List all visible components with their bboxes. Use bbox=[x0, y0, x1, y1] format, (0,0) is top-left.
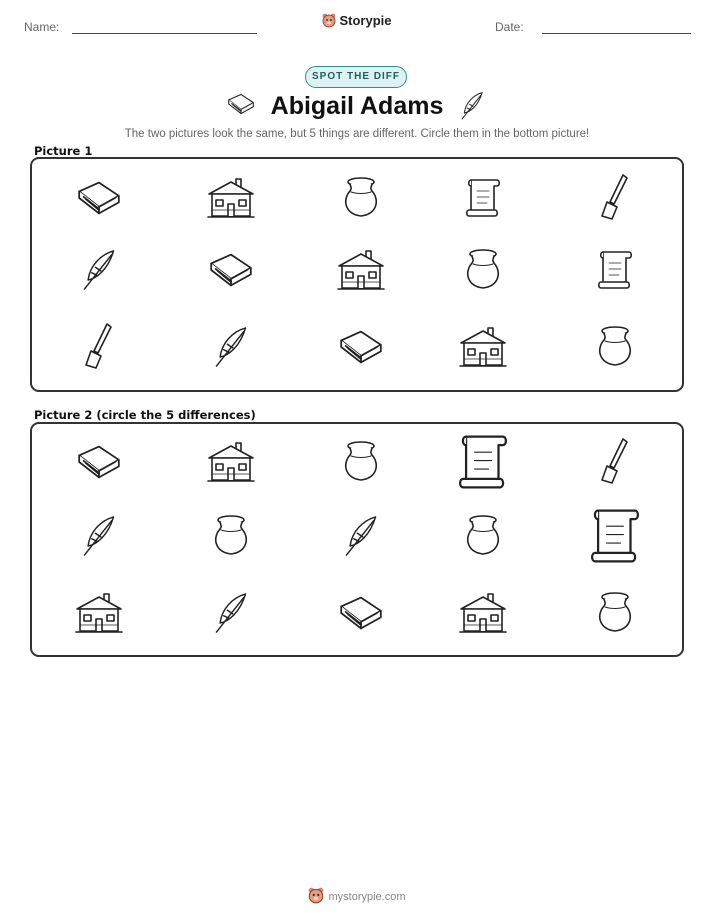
picture1-scroll-icon bbox=[595, 248, 635, 292]
picture1-scroll-icon bbox=[463, 176, 503, 220]
picture2-house-icon[interactable] bbox=[458, 591, 508, 635]
picture1-pot-icon bbox=[463, 248, 503, 292]
brand-name: Storypie bbox=[339, 13, 392, 28]
picture1-quill-icon bbox=[211, 323, 251, 371]
picture1-pot-icon bbox=[595, 325, 635, 369]
name-label: Name: bbox=[24, 20, 60, 34]
activity-badge: SPOT THE DIFF bbox=[305, 66, 407, 88]
picture1-book-icon bbox=[336, 325, 386, 369]
footer-url: mystorypie.com bbox=[328, 891, 406, 903]
picture2-label: Picture 2 (circle the 5 differences) bbox=[34, 408, 256, 422]
instructions: The two pictures look the same, but 5 things are different. Circle them in the bottom picture! bbox=[124, 128, 590, 140]
picture1-quill-icon bbox=[79, 246, 119, 294]
picture2-scroll-large-icon[interactable] bbox=[454, 431, 512, 493]
footer bbox=[0, 887, 714, 904]
picture2-house-icon[interactable] bbox=[206, 440, 256, 484]
picture1-shovel-icon bbox=[598, 172, 632, 224]
date-line[interactable] bbox=[542, 33, 691, 34]
bear-icon bbox=[322, 13, 336, 28]
date-label: Date: bbox=[495, 20, 524, 34]
quill-icon bbox=[458, 90, 486, 122]
page-title: Abigail Adams bbox=[270, 92, 444, 120]
picture1-house-icon bbox=[458, 325, 508, 369]
picture2-book-icon[interactable] bbox=[74, 440, 124, 484]
picture1-house-icon bbox=[206, 176, 256, 220]
picture2-shovel-icon[interactable] bbox=[598, 436, 632, 488]
brand-logo bbox=[0, 13, 714, 28]
picture2-pot-icon[interactable] bbox=[595, 591, 635, 635]
picture1-book-icon bbox=[206, 248, 256, 292]
picture2-quill-icon[interactable] bbox=[79, 512, 119, 560]
picture2-quill-icon[interactable] bbox=[211, 589, 251, 637]
picture1-shovel-icon bbox=[82, 321, 116, 373]
picture1-house-icon bbox=[336, 248, 386, 292]
picture1-pot-icon bbox=[341, 176, 381, 220]
picture2-quill-icon[interactable] bbox=[341, 512, 381, 560]
bear-icon bbox=[308, 887, 324, 904]
picture1-book-icon bbox=[74, 176, 124, 220]
picture2-pot-icon[interactable] bbox=[211, 514, 251, 558]
picture2-pot-icon[interactable] bbox=[341, 440, 381, 484]
picture2-pot-icon[interactable] bbox=[463, 514, 503, 558]
picture2-house-icon[interactable] bbox=[74, 591, 124, 635]
picture1-label: Picture 1 bbox=[34, 144, 93, 158]
picture2-scroll-large-icon[interactable] bbox=[586, 505, 644, 567]
picture2-book-icon[interactable] bbox=[336, 591, 386, 635]
name-line[interactable] bbox=[72, 33, 257, 34]
